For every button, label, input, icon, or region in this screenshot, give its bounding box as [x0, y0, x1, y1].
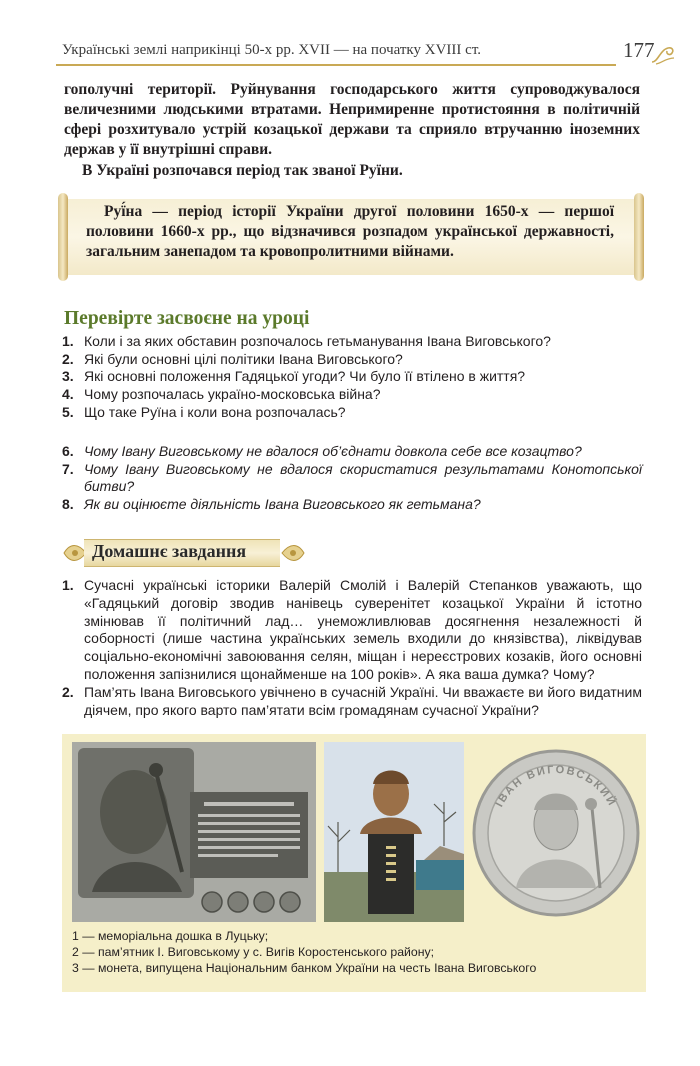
task-text: Сучасні українські історики Валерій Смолій і Валерій Степанков уважають, що «Гадяцький договір зводив нанівець суверенітет козацької України й істотно змінював її політичний лад… унеможливлював досягнення незалежності й соборності (лише частина українських земель входили до князівства), ліквідував соціально-економічні завоювання селян, міщан і нереєстрових козаків, його основні положення запізнилися щонайменше на 100 років». А яка ваша думка? Чому? [84, 577, 642, 682]
ruin-term: Руїни [359, 162, 399, 179]
question-text: Які основні положення Гадяцької угоди? Чи було її втілено в життя? [84, 368, 526, 385]
review-questions-advanced [62, 443, 642, 514]
question-item [62, 386, 642, 404]
question-item [62, 333, 642, 351]
page-number: 177 [623, 38, 655, 62]
question-text: Що таке Руїна і коли вона розпочалась? [84, 403, 346, 420]
scroll-rod-right [634, 193, 644, 281]
figure-captions [72, 928, 642, 976]
ruin-intro-text: В Україні розпочався період так званої [82, 162, 360, 179]
homework-heading: Домашнє завдання [92, 541, 247, 561]
task-text: Пам’ять Івана Виговського увічнено в сучасній Україні. Чи вважаєте ви його видатним діячем, про якого варто пам’ятати всім громадянам сучасної України? [84, 683, 642, 718]
running-title: Українські землі наприкінці 50-х рр. XVII — на початку XVIII ст. [62, 42, 481, 58]
question-item [62, 404, 642, 422]
coin-inscription-text: ІВАН ВИГОВСЬКИЙ [493, 763, 619, 810]
question-number: 4. [62, 386, 74, 403]
scroll-rod-left [58, 193, 68, 281]
caption-1: 1 — меморіальна дошка в Луцьку; [72, 929, 269, 943]
question-text: Чому Івану Виговському не вдалося скористатися результатами Конотопської битви? [84, 460, 642, 495]
definition-term: Руї́на [104, 203, 143, 220]
question-number: 3. [62, 368, 74, 385]
bust-monument-photo [324, 742, 464, 922]
task-number: 2. [62, 683, 74, 700]
question-number: 7. [62, 460, 74, 477]
question-item [62, 461, 642, 496]
homework-task [62, 577, 642, 684]
header-rule [56, 64, 616, 66]
question-number: 1. [62, 333, 74, 349]
question-number: 6. [62, 443, 74, 459]
review-heading: Перевірте засвоєне на уроці [64, 308, 310, 329]
ruin-intro-paragraph [64, 161, 640, 181]
caption-2: 2 — пам’ятник І. Виговському у с. Вигів Коростенського району; [72, 945, 435, 959]
question-item [62, 496, 642, 514]
page-header [56, 40, 656, 68]
commemorative-coin-photo [472, 738, 640, 928]
review-questions-basic [62, 333, 642, 422]
flourish-ornament-icon [650, 44, 676, 66]
definition-body: — період історії України другої половини 1650-х — першої половини 1660-х рр., що відзначився розпадом української державності, загальним занепадом та кровопролитними війнами. [86, 203, 614, 260]
question-text: Чому розпочалась україно-московська війна? [84, 386, 381, 403]
memorial-plaque-photo [72, 742, 316, 922]
homework-tasks [62, 577, 642, 719]
question-text: Чому Івану Виговському не вдалося об’єднати довкола себе все козацтво? [84, 443, 582, 459]
caption-3: 3 — монета, випущена Національним банком України на честь Івана Виговського [72, 961, 537, 975]
right-ornament-icon [280, 537, 306, 569]
question-text: Як ви оцінюєте діяльність Івана Виговського як гетьмана? [84, 496, 481, 513]
question-number: 5. [62, 403, 74, 420]
question-text: Які були основні цілі політики Івана Виговського? [84, 350, 403, 367]
definition-scroll [56, 193, 648, 283]
question-item [62, 443, 642, 461]
ruin-intro-end: . [398, 162, 403, 179]
question-item [62, 368, 642, 386]
question-item [62, 351, 642, 369]
figure-panel [62, 734, 646, 992]
definition-text [86, 202, 614, 262]
question-number: 2. [62, 350, 74, 367]
homework-task [62, 684, 642, 720]
task-number: 1. [62, 577, 74, 593]
question-text: Коли і за яких обставин розпочалось гетьманування Івана Виговського? [84, 333, 551, 349]
question-number: 8. [62, 496, 74, 513]
homework-banner [62, 537, 306, 569]
intro-paragraph: гополучні території. Руйнування господарського життя супроводжувалося величезними людськими втратами. Непримиренне протистояння в політичній сфері розхитувало устрій козацької держави та сприяло втручанню іноземних держав у її внутрішні справи. [64, 81, 640, 158]
